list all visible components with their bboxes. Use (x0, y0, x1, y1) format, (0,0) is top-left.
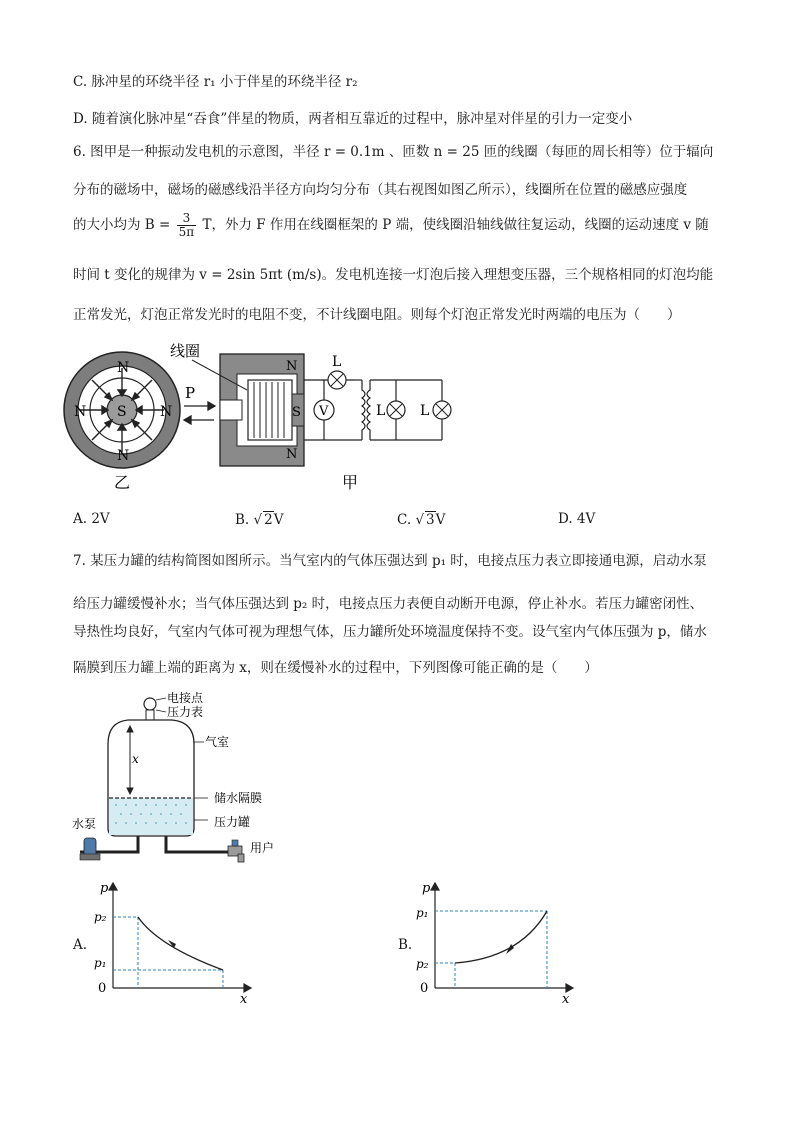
pole-n-top: N (117, 360, 130, 376)
q6-stem-line5: 正常发光，灯泡正常发光时的电阻不变，不计线圈电阻。则每个灯泡正常发光时两端的电压为（ ） (73, 307, 681, 323)
magnet-right-view (64, 352, 180, 468)
side-n-bottom: N (286, 447, 298, 462)
lamp-parallel-2 (420, 401, 451, 419)
lamp-label-3: L (420, 403, 430, 419)
force-arrows (184, 402, 215, 424)
user-label: 用户 (250, 841, 275, 855)
q6-stem-line3 (73, 208, 709, 242)
graph-a-origin: 0 (98, 981, 107, 996)
side-n-top: N (286, 359, 298, 374)
q7-stem-line3: 导热性均良好，气室内气体可视为理想气体，压力罐所处环境温度保持不变。设气室内气体压强为 p，储水 (73, 624, 707, 640)
q6-stem-line3-pre: 的大小均为 B = (73, 217, 171, 233)
voltmeter-label: V (319, 404, 329, 419)
faucet (228, 840, 244, 862)
sqrt-sign: √ (415, 512, 425, 528)
q6-option-b (235, 511, 283, 528)
label-jia: 甲 (342, 473, 359, 492)
q6-option-c (397, 511, 445, 528)
lamp-label-2: L (376, 403, 386, 419)
graph-a-y-axis: p (100, 881, 109, 896)
b-fraction-numerator: 3 (177, 212, 197, 226)
q6-stem-line4: 时间 t 变化的规律为 v = 2sin 5πt (m/s)。发电机连接一灯泡后接入理想变压器，三个规格相同的灯泡均能 (73, 267, 714, 283)
q6-stem-line1: 6. 图甲是一种振动发电机的示意图，半径 r = 0.1m 、匝数 n = 25 匝的线圈（每匝的周长相等）位于辐向 (73, 144, 714, 160)
p-label: P (185, 384, 196, 402)
q5-option-c: C. 脉冲星的环绕半径 r₁ 小于伴星的环绕半径 r₂ (73, 74, 358, 90)
sqrt-sign: √ (253, 512, 263, 528)
b-fraction (177, 212, 197, 239)
pole-n-right: N (160, 404, 173, 420)
lamp-label-1: L (332, 354, 342, 370)
graph-b-origin: 0 (420, 981, 429, 996)
pressure-tank-figure (70, 688, 290, 870)
q6-option-c-prefix: C. (397, 512, 412, 528)
lamp-series (328, 354, 346, 389)
gauge-label: 压力表 (167, 705, 204, 719)
graph-a-lower-label: p₁ (94, 956, 107, 970)
graph-b-x-axis: x (562, 992, 570, 1004)
graph-a-upper-label: p₂ (94, 910, 107, 924)
graph-b (410, 876, 580, 1004)
q6-stem-line2: 分布的磁场中，磁场的磁感线沿半径方向均匀分布（其右视图如图乙所示），线圈所在位置的磁感应强度 (73, 182, 688, 198)
side-s: S (292, 405, 301, 420)
q7-stem-line2: 给压力罐缓慢补水；当气体压强达到 p₂ 时，电接点压力表便自动断开电源，停止补水。若压力罐密闭性、 (73, 596, 704, 612)
q6-option-b-prefix: B. (235, 512, 250, 528)
q6-option-c-unit: V (435, 512, 446, 528)
graph-a-curve (138, 917, 223, 970)
q6-option-c-radicand: 3 (426, 512, 435, 528)
label-yi: 乙 (114, 473, 131, 492)
tank-label: 压力罐 (214, 815, 251, 829)
contact-label: 电接点 (167, 691, 204, 705)
graph-b-lower-label: p₂ (416, 957, 429, 971)
pipes (80, 836, 230, 852)
graph-b-curve (455, 911, 547, 963)
water (109, 798, 193, 835)
coil-label: 线圈 (170, 342, 201, 360)
generator-side-view (170, 342, 304, 466)
pole-n-bottom: N (117, 448, 130, 464)
lamp-parallel-1 (376, 401, 405, 419)
q6-option-a: A. 2V (73, 511, 110, 527)
air-label: 气室 (205, 735, 230, 749)
graph-b-upper-label: p₁ (416, 906, 429, 920)
voltmeter (314, 400, 334, 420)
graph-a-option: A. (73, 937, 88, 953)
graph-a (88, 876, 258, 1004)
q7-stem-line1: 7. 某压力罐的结构简图如图所示。当气室内的气体压强达到 p₁ 时，电接点压力表立即接通电源，启动水泵 (73, 553, 707, 569)
pole-s-center: S (117, 404, 127, 420)
graph-b-option: B. (398, 937, 413, 953)
b-fraction-denominator: 5π (178, 225, 195, 239)
x-distance-label: x (132, 752, 139, 766)
graph-b-y-axis: p (422, 881, 431, 896)
pressure-gauge (144, 690, 204, 720)
graph-a-x-axis: x (240, 992, 248, 1004)
q7-stem-line4: 隔膜到压力罐上端的距离为 x，则在缓慢补水的过程中，下列图像可能正确的是（ ） (73, 660, 598, 676)
pole-n-left: N (74, 404, 87, 420)
q6-option-d: D. 4V (558, 511, 596, 527)
q6-option-b-radicand: 2 (264, 512, 273, 528)
water-pump (80, 838, 100, 860)
membrane-label: 储水隔膜 (214, 791, 263, 805)
q5-option-d: D. 随着演化脉冲星“吞食”伴星的物质，两者相互靠近的过程中，脉冲星对伴星的引力一定变小 (73, 111, 633, 127)
q6-figure (62, 330, 452, 495)
q6-option-b-unit: V (273, 512, 284, 528)
pump-label: 水泵 (72, 817, 97, 831)
q6-stem-line3-post: T，外力 F 作用在线圈框架的 P 端，使线圈沿轴线做往复运动，线圈的运动速度 v 随 (202, 217, 709, 233)
